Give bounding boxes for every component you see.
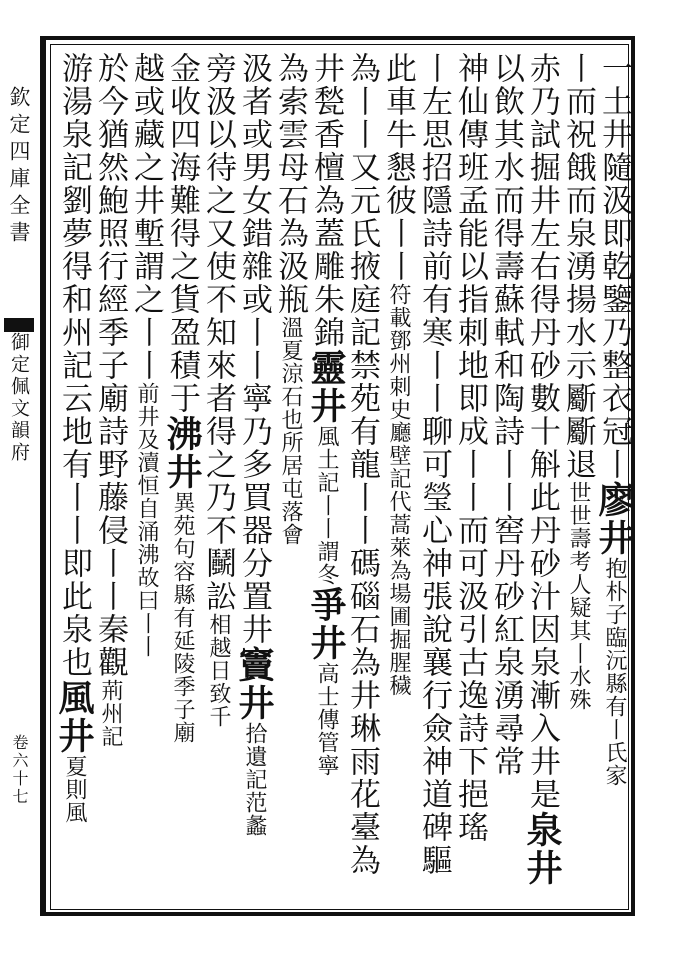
text-run: 游湯泉記劉夢得和州記云地有丨丨即此泉也 (56, 52, 92, 679)
text-column (90, 52, 130, 902)
text-column (306, 52, 346, 902)
text-column (486, 52, 526, 902)
text-run: 符載鄧州刺史廳壁記代蒿萊為場圃掘腥穢 (386, 283, 411, 697)
text-column (414, 52, 454, 902)
text-column (198, 52, 238, 902)
book-subtitle: 御定佩文韻府 (8, 332, 30, 464)
text-column (378, 52, 418, 902)
text-run: 高士傳管寧 (314, 662, 339, 777)
text-column (270, 52, 310, 902)
text-run: 以飲其水而得壽蘇軾和陶詩丨丨窖丹砂紅泉湧尋常 (488, 52, 524, 778)
margin-strip (0, 36, 40, 916)
text-run: 相越日致千 (206, 613, 231, 728)
text-column (558, 52, 598, 902)
text-column (450, 52, 490, 902)
text-run: 於今猶然鮑照行經季子廟詩野藤侵丨丨秦觀 (92, 52, 128, 679)
text-run: 丨而祝餓而泉湧揚水示斸斸退 (560, 52, 596, 481)
text-run: 溫夏涼石也 (278, 316, 303, 431)
entry-heading: 竇井 (233, 646, 275, 722)
text-run: 金收四海難得之貨盈積于 (164, 52, 200, 415)
text-column (594, 52, 634, 902)
text-run: 井甃香檀為蓋雕朱錦 (308, 52, 344, 349)
margin-rule (40, 36, 42, 916)
text-column (342, 52, 382, 902)
text-run: 抱朴子臨沅縣有丨氏家 (602, 557, 627, 787)
text-run: 拾遺記范蠡 (242, 722, 267, 837)
book-title: 欽定四庫全書 (7, 86, 31, 248)
text-run: 丨左思招隱詩前有寒丨丨聊可瑩心神張說襄行僉神道碑驅 (416, 52, 452, 877)
entry-heading: 爭井 (305, 586, 347, 662)
fish-tail-mark (4, 318, 34, 332)
text-run: 越或藏之井塹謂之丨丨 (128, 52, 164, 382)
text-run: 異苑句容縣有延陵季子廟 (170, 491, 195, 744)
text-run: 所居屯落會 (278, 431, 303, 546)
entry-heading: 靈井 (305, 349, 347, 425)
text-column (126, 52, 166, 902)
text-run: 神仙傳班孟能以指刺地即成丨丨而可汲引古逸詩下挹瑤 (452, 52, 488, 844)
text-run: 汲者或男女錯雜或丨丨寧乃多買器分置井 (236, 52, 272, 646)
text-run: 風土記丨丨謂冬 (314, 425, 339, 586)
text-run: 前井及瀆恒自涌沸故曰丨丨 (134, 382, 159, 658)
text-column (162, 52, 202, 902)
text-run: 夏則風 (62, 755, 87, 824)
text-run: 荊州記 (98, 679, 123, 748)
text-column (234, 52, 274, 902)
entry-heading: 沸井 (161, 415, 203, 491)
text-run: 為索雲母石為汲瓶 (272, 52, 308, 316)
text-run: 此車牛懇彼丨丨 (380, 52, 416, 283)
entry-heading: 廖井 (593, 481, 635, 557)
text-run: 為丨丨又元氏掖庭記禁苑有龍丨丨碼碯石為井琳雨花臺為 (344, 52, 380, 877)
text-column (522, 52, 562, 902)
text-run: 世世壽考人疑其丨水殊 (566, 481, 591, 711)
page-number: 卷六十七 (10, 734, 29, 806)
text-run: 赤乃試掘井左右得丹砂數十斛此丹砂汁因泉漸入井是 (524, 52, 560, 811)
text-run: 一土井隨汲即乾鑒乃整衣冠丨 (596, 52, 632, 481)
text-column (54, 52, 94, 902)
entry-heading: 泉井 (521, 811, 563, 887)
text-run: 旁汲以待之又使不知來者得之乃不鬭訟 (200, 52, 236, 613)
entry-heading: 風井 (53, 679, 95, 755)
